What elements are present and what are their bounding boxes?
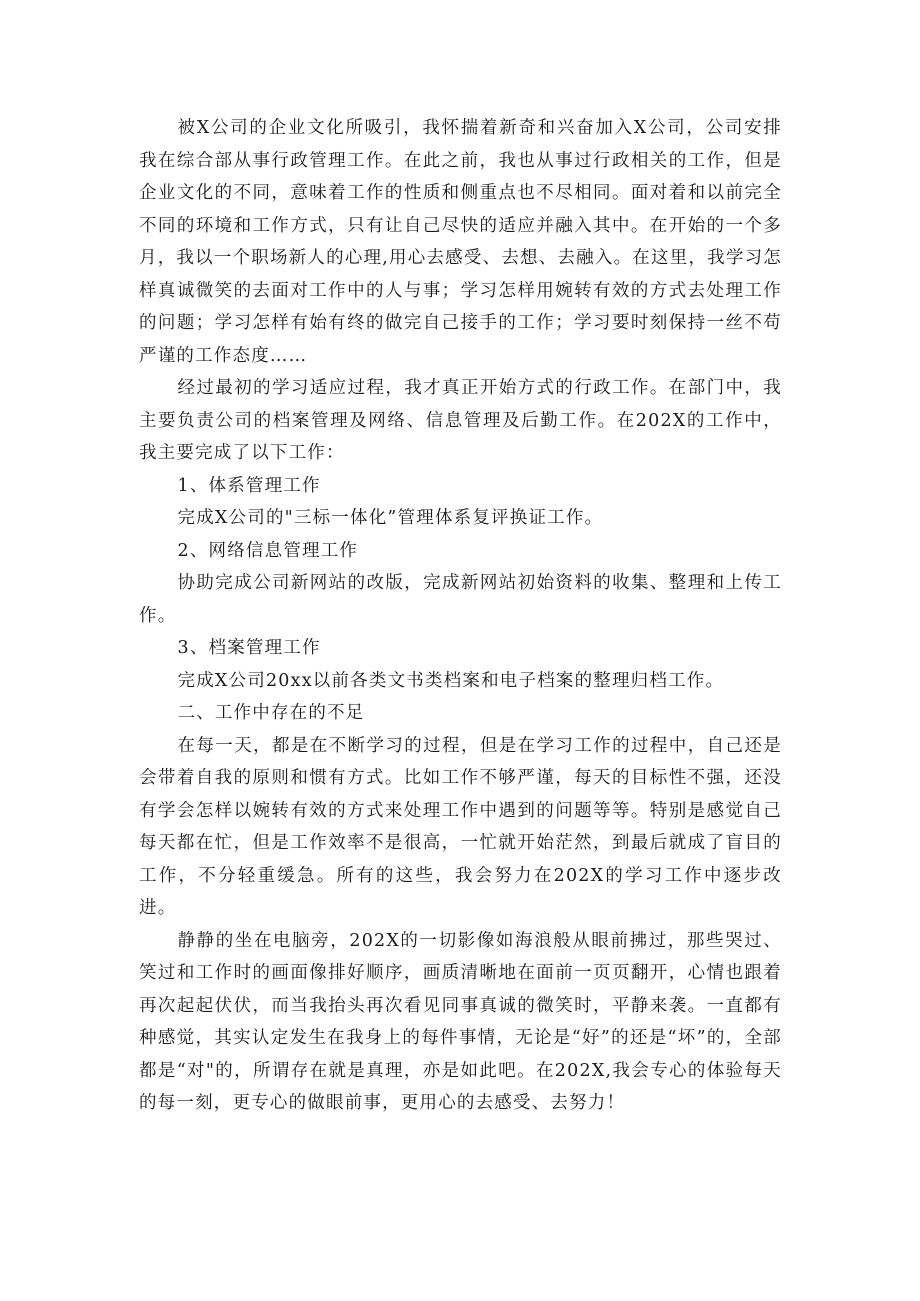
intro-paragraph: 被X公司的企业文化所吸引，我怀揣着新奇和兴奋加入X公司，公司安排我在综合部从事行政管理工作。在此之前，我也从事过行政相关的工作，但是企业文化的不同，意味着工作的性质和侧重点也不尽相同。面对着和以前完全不同的环境和工作方式，只有让自己尽快的适应并融入其中。在开始的一个多月，我以一个职场新人的心理,用心去感受、去想、去融入。在这里，我学习怎样真诚微笑的去面对工作中的人与事；学习怎样用婉转有效的方式去处理工作的问题；学习怎样有始有终的做完自己接手的工作；学习要时刻保持一丝不苟严谨的工作态度…… bbox=[139, 118, 782, 366]
section-1-heading: 1、体系管理工作 bbox=[177, 475, 321, 496]
document-body bbox=[139, 112, 782, 1120]
work-overview-paragraph: 经过最初的学习适应过程，我才真正开始方式的行政工作。在部门中，我主要负责公司的档案管理及网络、信息管理及后勤工作。在202X的工作中，我主要完成了以下工作： bbox=[139, 378, 782, 463]
section-3-paragraph: 完成X公司20xx以前各类文书类档案和电子档案的整理归档工作。 bbox=[177, 670, 725, 691]
closing-paragraph: 静静的坐在电脑旁，202X的一切影像如海浪般从眼前拂过，那些哭过、笑过和工作时的画面像排好顺序，画质清晰地在面前一页页翻开，心情也跟着再次起起伏伏，而当我抬头再次看见同事真诚的微笑时，平静来袭。一直都有种感觉，其实认定发生在我身上的每件事情，无论是“好”的还是“坏”的，全部都是“对"的，所谓存在就是真理，亦是如此吧。在202X,我会专心的体验每天的每一刻，更专心的做眼前事，更用心的去感受、去努力！ bbox=[139, 930, 782, 1113]
shortcomings-heading: 二、工作中存在的不足 bbox=[177, 703, 365, 723]
shortcomings-paragraph: 在每一天，都是在不断学习的过程，但是在学习工作的过程中，自己还是会带着自我的原则和惯有方式。比如工作不够严谨，每天的目标性不强，还没有学会怎样以婉转有效的方式来处理工作中遇到的问题等等。特别是感觉自己每天都在忙，但是工作效率不是很高，一忙就开始茫然，到最后就成了盲目的工作，不分轻重缓急。所有的这些，我会努力在202X的学习工作中逐步改进。 bbox=[139, 735, 782, 918]
section-2-heading: 2、网络信息管理工作 bbox=[177, 540, 359, 561]
section-3-heading: 3、档案管理工作 bbox=[177, 638, 321, 658]
section-1-paragraph: 完成X公司的"三标一体化”管理体系复评换证工作。 bbox=[177, 508, 604, 528]
section-2-paragraph: 协助完成公司新网站的改版，完成新网站初始资料的收集、整理和上传工作。 bbox=[139, 573, 782, 626]
